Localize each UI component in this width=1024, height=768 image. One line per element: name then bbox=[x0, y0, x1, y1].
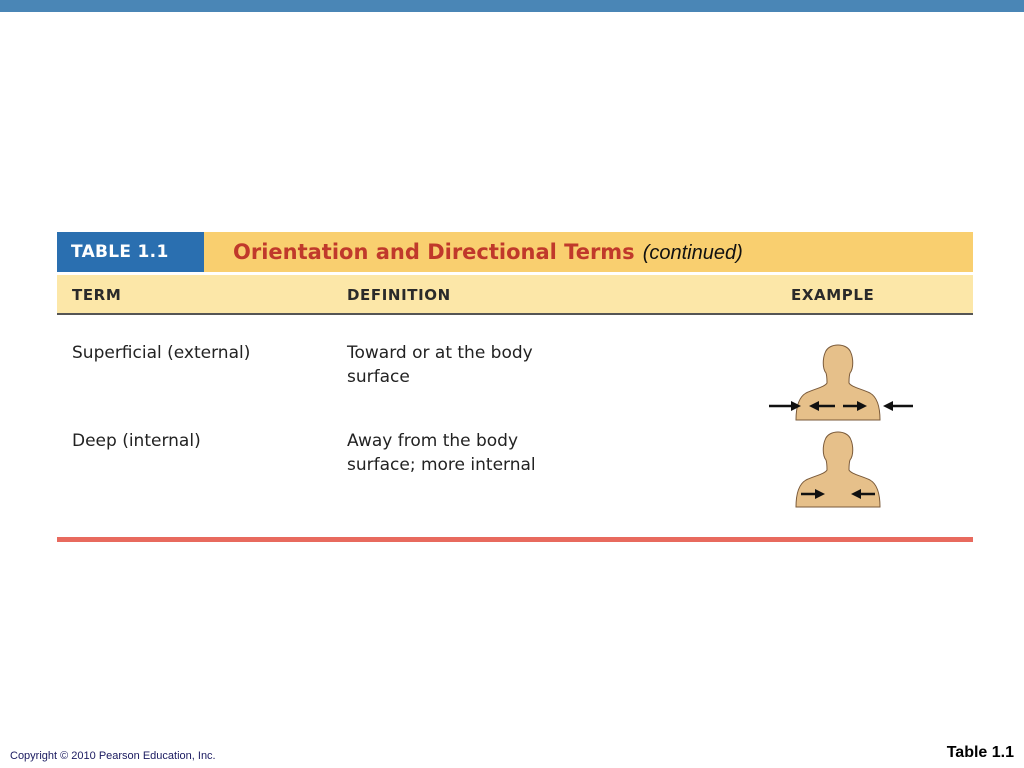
table-header-row bbox=[57, 275, 973, 315]
table-title-main: Orientation and Directional Terms bbox=[233, 240, 635, 264]
top-accent-bar bbox=[0, 0, 1024, 12]
torso-deep-arrows-icon bbox=[767, 430, 917, 514]
table-row-superficial bbox=[57, 341, 973, 429]
column-header-example: EXAMPLE bbox=[791, 286, 875, 304]
copyright-notice: Copyright © 2010 Pearson Education, Inc. bbox=[10, 750, 216, 762]
table-row-deep bbox=[57, 429, 973, 513]
term-deep: Deep (internal) bbox=[72, 431, 201, 451]
table-title-row bbox=[57, 232, 973, 272]
table-label: TABLE 1.1 bbox=[57, 232, 204, 272]
column-header-term: TERM bbox=[72, 286, 122, 304]
term-superficial: Superficial (external) bbox=[72, 343, 251, 363]
definition-superficial-line1: Toward or at the body bbox=[347, 343, 533, 363]
table-title-suffix: (continued) bbox=[642, 242, 743, 264]
definition-superficial bbox=[347, 341, 577, 389]
definition-deep-line1: Away from the body bbox=[347, 431, 519, 451]
definition-superficial-line2: surface bbox=[347, 367, 410, 387]
table-number-label: Table 1.1 bbox=[946, 744, 1014, 761]
column-header-definition: DEFINITION bbox=[347, 286, 451, 304]
torso-superficial-arrows-icon bbox=[767, 343, 917, 427]
orientation-table bbox=[57, 232, 973, 475]
definition-deep bbox=[347, 429, 577, 477]
table-bottom-rule bbox=[57, 537, 973, 542]
definition-deep-line2: surface; more internal bbox=[347, 455, 536, 475]
table-title bbox=[233, 239, 743, 266]
